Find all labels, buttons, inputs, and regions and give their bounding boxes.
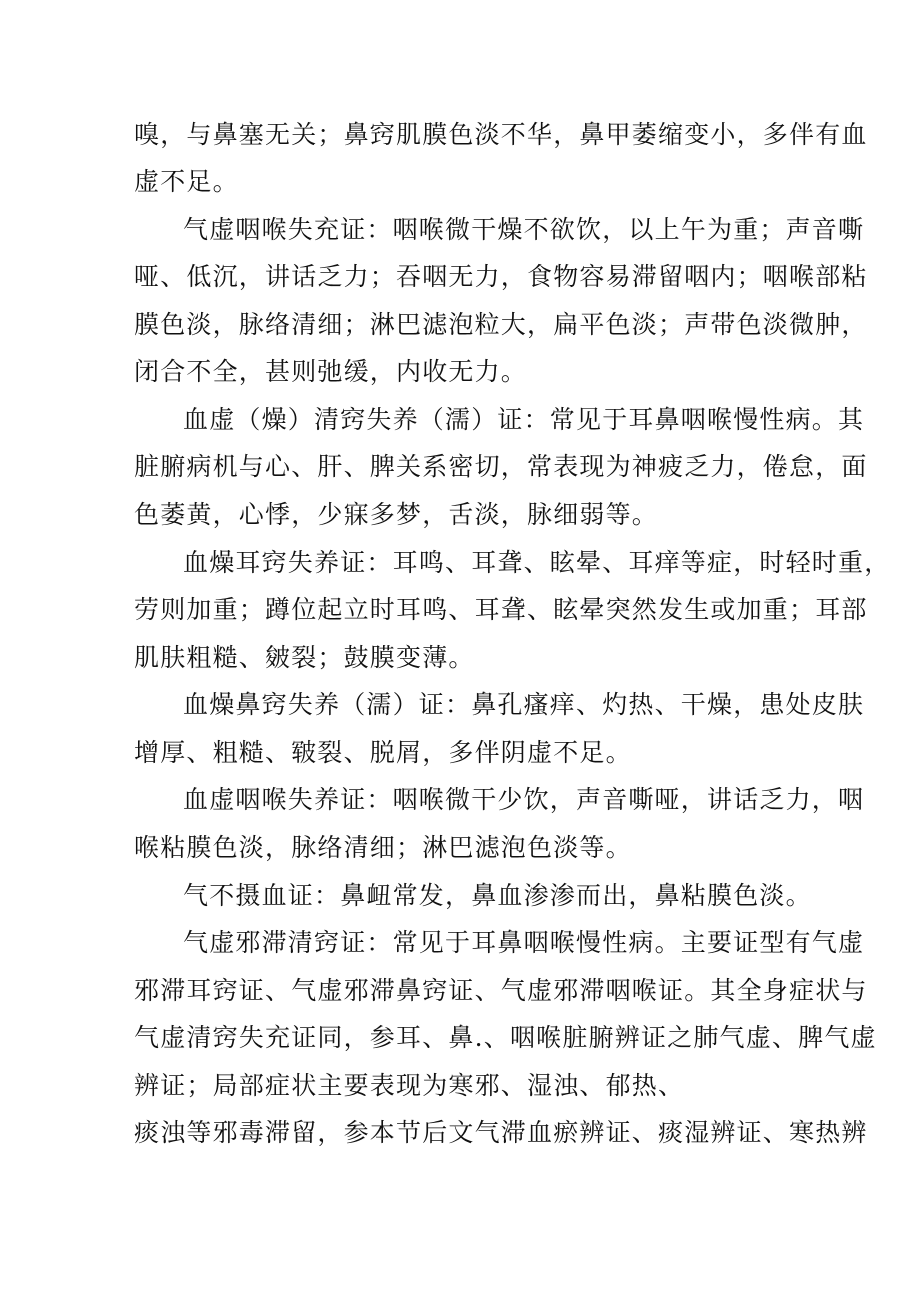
paragraph-start-line: 气不摄血证：鼻衄常发，鼻血渗渗而出，鼻粘膜色淡。 xyxy=(183,881,812,910)
text-line: 膜色淡，脉络清细；淋巴滤泡粒大，扁平色淡；声带色淡微肿， xyxy=(134,310,868,339)
text-line: 嗅，与鼻塞无关；鼻窍肌膜色淡不华，鼻甲萎缩变小，多伴有血 xyxy=(134,120,868,149)
text-line: 气虚清窍失充证同，参耳、鼻.、咽喉脏腑辨证之肺气虚、脾气虚 xyxy=(134,1023,877,1052)
text-line: 脏腑病机与心、肝、脾关系密切，常表现为神疲乏力，倦怠，面 xyxy=(134,452,868,481)
text-line: 喉粘膜色淡，脉络清细；淋巴滤泡色淡等。 xyxy=(134,833,632,862)
text-line: 劳则加重；蹲位起立时耳鸣、耳聋、眩晕突然发生或加重；耳部 xyxy=(134,595,868,624)
text-line: 增厚、粗糙、皲裂、脱屑，多伴阴虚不足。 xyxy=(134,738,632,767)
paragraph-start-line: 血虚（燥）清窍失养（濡）证：常见于耳鼻咽喉慢性病。其 xyxy=(183,405,865,434)
text-line: 虚不足。 xyxy=(134,167,239,196)
paragraph-start-line: 气虚咽喉失充证：咽喉微干燥不欲饮，以上午为重；声音嘶 xyxy=(183,215,865,244)
text-line: 肌肤粗糙、皴裂；鼓膜变薄。 xyxy=(134,643,475,672)
text-line: 闭合不全，甚则弛缓，内收无力。 xyxy=(134,357,528,386)
text-line: 辨证；局部症状主要表现为寒邪、湿浊、郁热、 xyxy=(134,1071,685,1100)
text-line: 哑、低沉，讲话乏力；吞咽无力，食物容易滞留咽内；咽喉部粘 xyxy=(134,262,868,291)
text-line: 邪滞耳窍证、气虚邪滞鼻窍证、气虚邪滞咽喉证。其全身症状与 xyxy=(134,976,868,1005)
text-line: 痰浊等邪毒滞留，参本节后文气滞血瘀辨证、痰湿辨证、寒热辨 xyxy=(134,1118,868,1147)
paragraph-start-line: 气虚邪滞清窍证：常见于耳鼻咽喉慢性病。主要证型有气虚 xyxy=(183,928,865,957)
paragraph-start-line: 血虚咽喉失养证：咽喉微干少饮，声音嘶哑，讲话乏力，咽 xyxy=(183,785,865,814)
text-line: 色萎黄，心悸，少寐多梦，舌淡，脉细弱等。 xyxy=(134,500,659,529)
paragraph-start-line: 血燥耳窍失养证：耳鸣、耳聋、眩晕、耳痒等症，时轻时重， xyxy=(183,548,891,577)
paragraph-start-line: 血燥鼻窍失养（濡）证：鼻孔瘙痒、灼热、干燥，患处皮肤 xyxy=(183,690,865,719)
